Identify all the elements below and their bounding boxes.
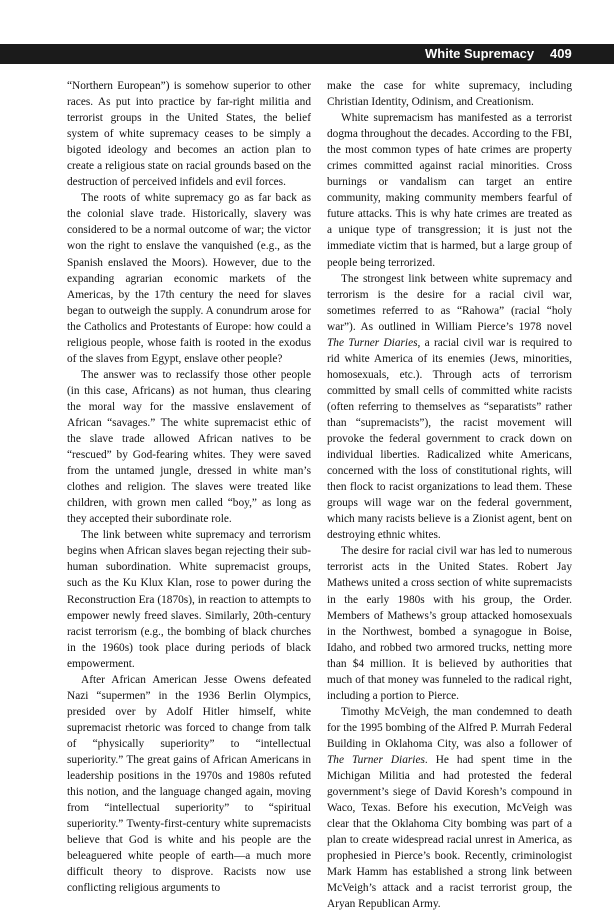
paragraph: After African American Jesse Owens defeated Nazi “supermen” in the 1936 Berlin Olympics, presided over by Adolf Hitler himself, white supremacist rhetoric was forced to change from talk of “physically superiority” to “intellectual superiority.” The great gains of African Americans in leadership positions in the 1970s and 1980s refuted this notion, and the language changed again, moving from “intellectual superiority” to “spiritual superiority.” Twenty-first-century white supremacists believe that God is white and his people are the beleaguered white people of earth—a much more difficult theory to disprove. Racists now use conflicting religious arguments to — [67, 673, 311, 895]
paragraph: “Northern European”) is somehow superior to other races. As put into practice by far-right militia and terrorist groups in the United States, the belief system of white supremacy ceases to be simply a bigoted ideology and becomes an action plan to create a religious state on racial grounds based on the destruction of perceived infidels and evil forces. — [67, 80, 311, 189]
left-column — [67, 78, 311, 896]
running-header — [0, 44, 614, 64]
paragraph: make the case for white supremacy, including Christian Identity, Odinism, and Creationism. — [327, 80, 572, 109]
right-column — [327, 78, 572, 912]
paragraph: The roots of white supremacy go as far back as the colonial slave trade. Historically, slavery was considered to be a normal outcome of war; the victor won the right to enslave the vanquished (e.g., as the Spanish enslaved the Moors). However, due to the expanding agrarian economic markets of the Americas, by the 17th century the need for slaves began to outweigh the supply. A conundrum arose for the Catholics and Protestants of Europe: how could a religious people, whose faith is rooted in the exodus of the slaves from Egypt, enslave other people? — [67, 192, 311, 365]
page-number: 409 — [550, 46, 572, 61]
running-header-title: White Supremacy — [425, 46, 535, 61]
book-title: The Turner Diaries — [327, 753, 425, 766]
paragraph: The desire for racial civil war has led to numerous terrorist acts in the United States. Robert Jay Mathews united a cross section of white supremacists in the early 1980s with his group, the Order. Members of Mathews’s group attacked homosexuals in the Northwest, bombed a synagogue in Boise, Idaho, and robbed two armored trucks, netting more than $4 million. It is believed by authorities that much of that money was funneled to the radical right, including a portion to Pierce. — [327, 545, 572, 702]
book-title: The Turner Diaries — [327, 336, 418, 349]
paragraph: White supremacism has manifested as a terrorist dogma throughout the decades. According to the FBI, the most common types of hate crimes are property crimes committed against racial minorities. Cross burnings or vandalism can target an entire community, making community members fearful of future attacks. This is why hate crimes are treated as a unique type of transgression; it is just not the immediate victim that is harmed, but a large group of people being terrorized. — [327, 112, 572, 269]
paragraph: The answer was to reclassify those other people (in this case, Africans) as not human, thus clearing the moral way for the massive enslavement of African “savages.” The white supremacist ethic of the slave trade allowed African natives to be “rescued” by God-fearing whites. They were saved from the untamed jungle, dressed in white man’s clothes and religion. The slaves were treated like children, with grown men called “boy,” as long as they accepted their subordinate role. — [67, 368, 311, 526]
paragraph: The link between white supremacy and terrorism begins when African slaves began rejecting their sub-human subordination. White supremacist groups, such as the Ku Klux Klan, rose to power during the Reconstruction Era (1870s), in reaction to attempts to empower newly freed slaves. Similarly, 20th-century racist terrorism (e.g., the bombing of black churches in the 1960s) took place during periods of black empowerment. — [67, 529, 311, 670]
paragraph: Timothy McVeigh, the man condemned to death for the 1995 bombing of the Alfred P. Murrah Federal Building in Oklahoma City, was also a follower of The Turner Diaries. He had spent time in the Michigan Militia and had protested the federal government’s siege of David Koresh’s compound in Waco, Texas. Before his execution, McVeigh was clear that the Oklahoma City bombing was part of a plan to create widespread racial unrest in America, as prophesied in Pierce’s book. Recently, criminologist Mark Hamm has established a strong link between McVeigh’s attack and a racist terrorist group, the Aryan Republican Army. — [327, 705, 573, 911]
paragraph: The strongest link between white supremacy and terrorism is the desire for a racial civil war, sometimes referred to as “Rahowa” (racial “holy war”). As outlined in William Pierce’s 1978 novel The Turner Diaries, a racial civil war is required to rid white America of its enemies (Jews, minorities, homosexuals, etc.). Through acts of terrorism committed by small cells of committed white racists (often referring to themselves as “separatists” rather than “supremacists”), the racist movement will provoke the federal government to crack down on individual liberties. Radicalized white Americans, concerned with the loss of constitutional rights, will then flock to racist organizations to lead them. These groups will wage war on the federal government, which many racists believe is a Zionist agent, bent on destroying ethnic whites. — [327, 272, 572, 542]
